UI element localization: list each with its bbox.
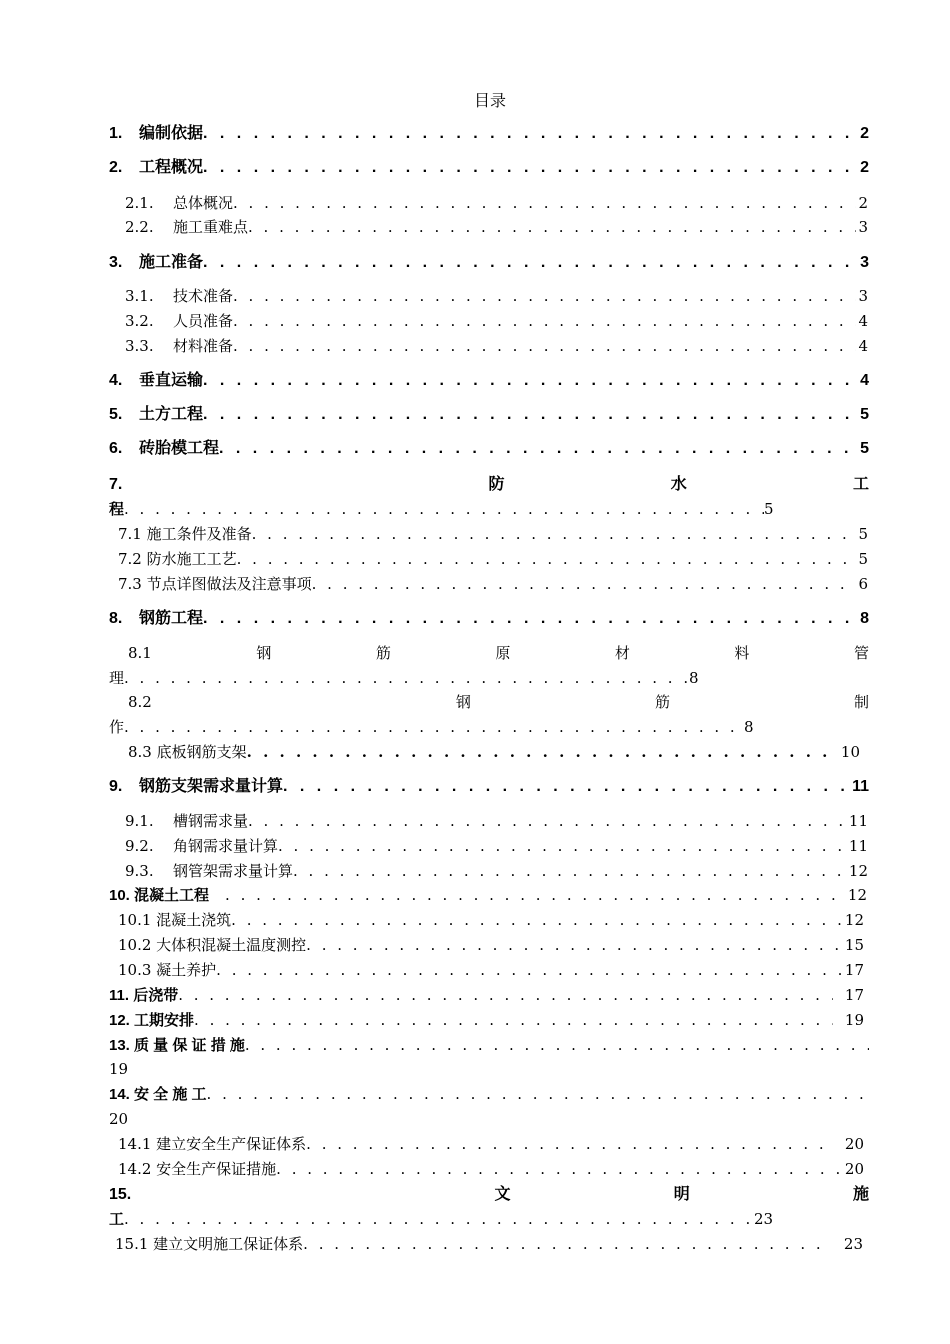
toc-page: 19 (109, 1060, 129, 1078)
leader-dots (293, 860, 847, 882)
toc-label-char: 钢 (256, 644, 272, 662)
toc-entry-10[interactable] (109, 884, 867, 906)
toc-num: 3. (109, 254, 123, 271)
toc-num: 7. (109, 476, 123, 493)
toc-label: 10.3 凝土养护 (118, 961, 217, 979)
toc-page: 20 (844, 1160, 864, 1178)
toc-num: 2.1. (125, 194, 154, 212)
toc-entry-7-1[interactable] (118, 523, 868, 545)
toc-label-char: 材 (614, 644, 630, 662)
toc-entry-10-1[interactable] (118, 909, 864, 931)
toc-entry-2[interactable] (109, 157, 869, 179)
toc-entry-9-1[interactable] (125, 810, 868, 832)
toc-label: 工程概况 (139, 159, 204, 176)
leader-dots (194, 1009, 833, 1031)
toc-page: 23 (754, 1210, 774, 1228)
toc-entry-10-2[interactable] (118, 934, 864, 956)
toc-page: 15 (844, 936, 864, 954)
toc-label: 钢管架需求量计算 (173, 862, 294, 880)
toc-label: 钢筋支架需求量计算 (139, 778, 284, 795)
toc-num: 3.3. (125, 337, 154, 355)
toc-page: 20 (109, 1110, 129, 1128)
leader-dots (124, 716, 744, 738)
leader-dots (252, 523, 847, 545)
toc-entry-8-1-cont[interactable] (109, 667, 729, 689)
toc-entry-9[interactable] (109, 776, 869, 798)
toc-page: 5 (764, 500, 774, 518)
toc-entry-4[interactable] (109, 370, 869, 392)
toc-label-char: 筋 (654, 693, 670, 711)
toc-entry-12[interactable] (109, 1009, 864, 1031)
leader-dots (124, 667, 689, 689)
leader-dots (278, 835, 847, 857)
toc-entry-3[interactable] (109, 252, 869, 274)
toc-entry-5[interactable] (109, 404, 869, 426)
toc-entry-8-1[interactable] (128, 642, 869, 664)
toc-num: 8.2 (128, 693, 152, 711)
toc-label: 14. 安 全 施 工 (109, 1086, 207, 1103)
toc-entry-7-2[interactable] (118, 548, 868, 570)
leader-dots (233, 310, 856, 332)
toc-num: 8.1 (128, 644, 152, 662)
toc-label-char: 明 (673, 1186, 690, 1203)
toc-page: 12 (847, 886, 867, 904)
toc-label: 13. 质 量 保 证 措 施 (109, 1037, 245, 1054)
toc-label: 10.2 大体积混凝土温度测控 (118, 936, 307, 954)
toc-entry-7[interactable] (109, 474, 869, 496)
toc-page: 3 (858, 218, 868, 236)
toc-entry-15-cont[interactable] (109, 1208, 799, 1230)
toc-page: 3 (858, 287, 868, 305)
toc-page: 4 (858, 312, 868, 330)
toc-entry-11[interactable] (109, 984, 864, 1006)
toc-entry-7-3[interactable] (118, 573, 868, 595)
toc-label: 12. 工期安排 (109, 1012, 195, 1029)
toc-label: 7.1 施工条件及准备 (118, 525, 252, 543)
toc-label: 14.1 建立安全生产保证体系 (118, 1135, 307, 1153)
toc-entry-2-1[interactable] (125, 192, 868, 214)
toc-label-char: 文 (494, 1186, 511, 1203)
toc-page: 8 (744, 718, 754, 736)
leader-dots (231, 909, 843, 931)
toc-num: 9.3. (125, 862, 154, 880)
toc-label-char: 施 (852, 1186, 869, 1203)
toc-label: 角钢需求量计算 (173, 837, 279, 855)
toc-entry-14[interactable] (109, 1083, 869, 1105)
toc-num: 5. (109, 406, 123, 423)
leader-dots (303, 1233, 832, 1255)
leader-dots (203, 157, 858, 179)
toc-label: 土方工程 (139, 406, 204, 423)
toc-label-char: 理 (109, 669, 125, 687)
toc-label: 7.3 节点详图做法及注意事项 (118, 575, 312, 593)
leader-dots (283, 776, 850, 798)
toc-page: 3 (860, 254, 869, 271)
toc-entry-15-1[interactable] (115, 1233, 863, 1255)
toc-entry-14-1[interactable] (118, 1133, 864, 1155)
leader-dots (312, 573, 857, 595)
toc-label-char: 筋 (375, 644, 391, 662)
toc-entry-8[interactable] (109, 608, 869, 630)
toc-page: 11 (852, 778, 869, 795)
toc-label: 14.2 安全生产保证措施 (118, 1160, 277, 1178)
leader-dots (216, 959, 843, 981)
toc-label: 砖胎模工程 (139, 440, 220, 457)
toc-num: 3.2. (125, 312, 154, 330)
toc-page: 2 (860, 159, 869, 176)
toc-page: 5 (860, 440, 869, 457)
toc-entry-2-2[interactable] (125, 216, 868, 238)
toc-page: 8 (860, 610, 869, 627)
toc-label-char: 作 (109, 718, 125, 736)
leader-dots (248, 216, 856, 238)
toc-num: 3.1. (125, 287, 154, 305)
toc-label: 11. 后浇带 (109, 987, 179, 1004)
toc-num: 15. (109, 1186, 132, 1203)
leader-dots (203, 608, 858, 630)
toc-num: 2. (109, 159, 123, 176)
toc-page: 12 (848, 862, 868, 880)
toc-label: 技术准备 (173, 287, 234, 305)
toc-num: 4. (109, 372, 123, 389)
leader-dots (245, 1034, 869, 1056)
toc-entry-9-3[interactable] (125, 860, 868, 882)
leader-dots (276, 1158, 843, 1180)
toc-entry-13[interactable] (109, 1034, 869, 1056)
toc-label: 10. 混凝土工程 (109, 887, 210, 904)
leader-dots (219, 438, 858, 460)
toc-label-char: 工 (109, 1211, 125, 1228)
toc-label: 施工准备 (139, 254, 204, 271)
toc-label-char: 管 (853, 644, 869, 662)
toc-label: 8.3 底板钢筋支架 (128, 743, 247, 761)
toc-entry-3-1[interactable] (125, 285, 868, 307)
toc-page: 20 (844, 1135, 864, 1153)
toc-page: 2 (858, 194, 868, 212)
toc-label: 10.1 混凝土浇筑 (118, 911, 232, 929)
toc-entry-15[interactable] (109, 1184, 869, 1206)
toc-page: 4 (860, 372, 869, 389)
leader-dots (209, 884, 846, 906)
toc-page: 11 (848, 812, 868, 830)
leader-dots (233, 285, 856, 307)
toc-label-char: 防 (488, 476, 505, 493)
toc-title: 目录 (473, 91, 506, 110)
toc-page: 23 (843, 1235, 863, 1253)
toc-label-char: 钢 (455, 693, 471, 711)
toc-label: 垂直运输 (139, 372, 204, 389)
toc-page: 11 (848, 837, 868, 855)
toc-entry-8-2[interactable] (128, 691, 869, 713)
leader-dots (306, 1133, 835, 1155)
toc-entry-9-2[interactable] (125, 835, 868, 857)
leader-dots (306, 934, 843, 956)
toc-page: 8 (689, 669, 699, 687)
toc-num: 9.2. (125, 837, 154, 855)
toc-entry-7-cont[interactable] (109, 498, 809, 520)
toc-page: 5 (858, 525, 868, 543)
toc-label-char: 料 (734, 644, 750, 662)
toc-page: 19 (844, 1011, 864, 1029)
leader-dots (203, 123, 858, 145)
leader-dots (233, 192, 856, 214)
leader-dots (203, 252, 858, 274)
toc-page: 5 (860, 406, 869, 423)
toc-num: 8. (109, 610, 123, 627)
toc-label-char: 原 (495, 644, 511, 662)
leader-dots (203, 370, 858, 392)
leader-dots (237, 548, 857, 570)
toc-entry-3-3[interactable] (125, 335, 868, 357)
toc-label: 施工重难点 (173, 218, 249, 236)
toc-page: 4 (858, 337, 868, 355)
toc-label-char: 工 (852, 476, 869, 493)
leader-dots (248, 810, 847, 832)
toc-entry-8-3[interactable] (128, 741, 860, 763)
toc-label: 15.1 建立文明施工保证体系 (115, 1235, 304, 1253)
toc-num: 9. (109, 778, 123, 795)
toc-num: 6. (109, 440, 123, 457)
toc-entry-8-2-cont[interactable] (109, 716, 789, 738)
toc-label: 总体概况 (173, 194, 234, 212)
leader-dots (124, 1208, 754, 1230)
toc-entry-14-2[interactable] (118, 1158, 864, 1180)
toc-label: 材料准备 (173, 337, 234, 355)
toc-entry-6[interactable] (109, 438, 869, 460)
toc-label-char: 制 (853, 693, 869, 711)
toc-page: 17 (844, 986, 864, 1004)
toc-page: 17 (844, 961, 864, 979)
leader-dots (178, 984, 833, 1006)
toc-label: 编制依据 (139, 125, 204, 142)
toc-entry-1[interactable] (109, 123, 869, 145)
leader-dots (247, 741, 839, 763)
leader-dots (203, 404, 858, 426)
toc-entry-10-3[interactable] (118, 959, 864, 981)
toc-entry-3-2[interactable] (125, 310, 868, 332)
toc-page: 12 (844, 911, 864, 929)
toc-label: 槽钢需求量 (173, 812, 249, 830)
toc-page: 5 (858, 550, 868, 568)
toc-label-char: 程 (109, 501, 125, 518)
toc-page: 6 (858, 575, 868, 593)
toc-num: 2.2. (125, 218, 154, 236)
toc-num: 9.1. (125, 812, 154, 830)
toc-label: 人员准备 (173, 312, 234, 330)
leader-dots (233, 335, 856, 357)
leader-dots (207, 1083, 869, 1105)
toc-label: 7.2 防水施工工艺 (118, 550, 237, 568)
toc-num: 1. (109, 125, 123, 142)
toc-page: 10 (840, 743, 860, 761)
leader-dots (124, 498, 764, 520)
toc-page: 2 (860, 125, 869, 142)
toc-label-char: 水 (670, 476, 687, 493)
toc-label: 钢筋工程 (139, 610, 204, 627)
